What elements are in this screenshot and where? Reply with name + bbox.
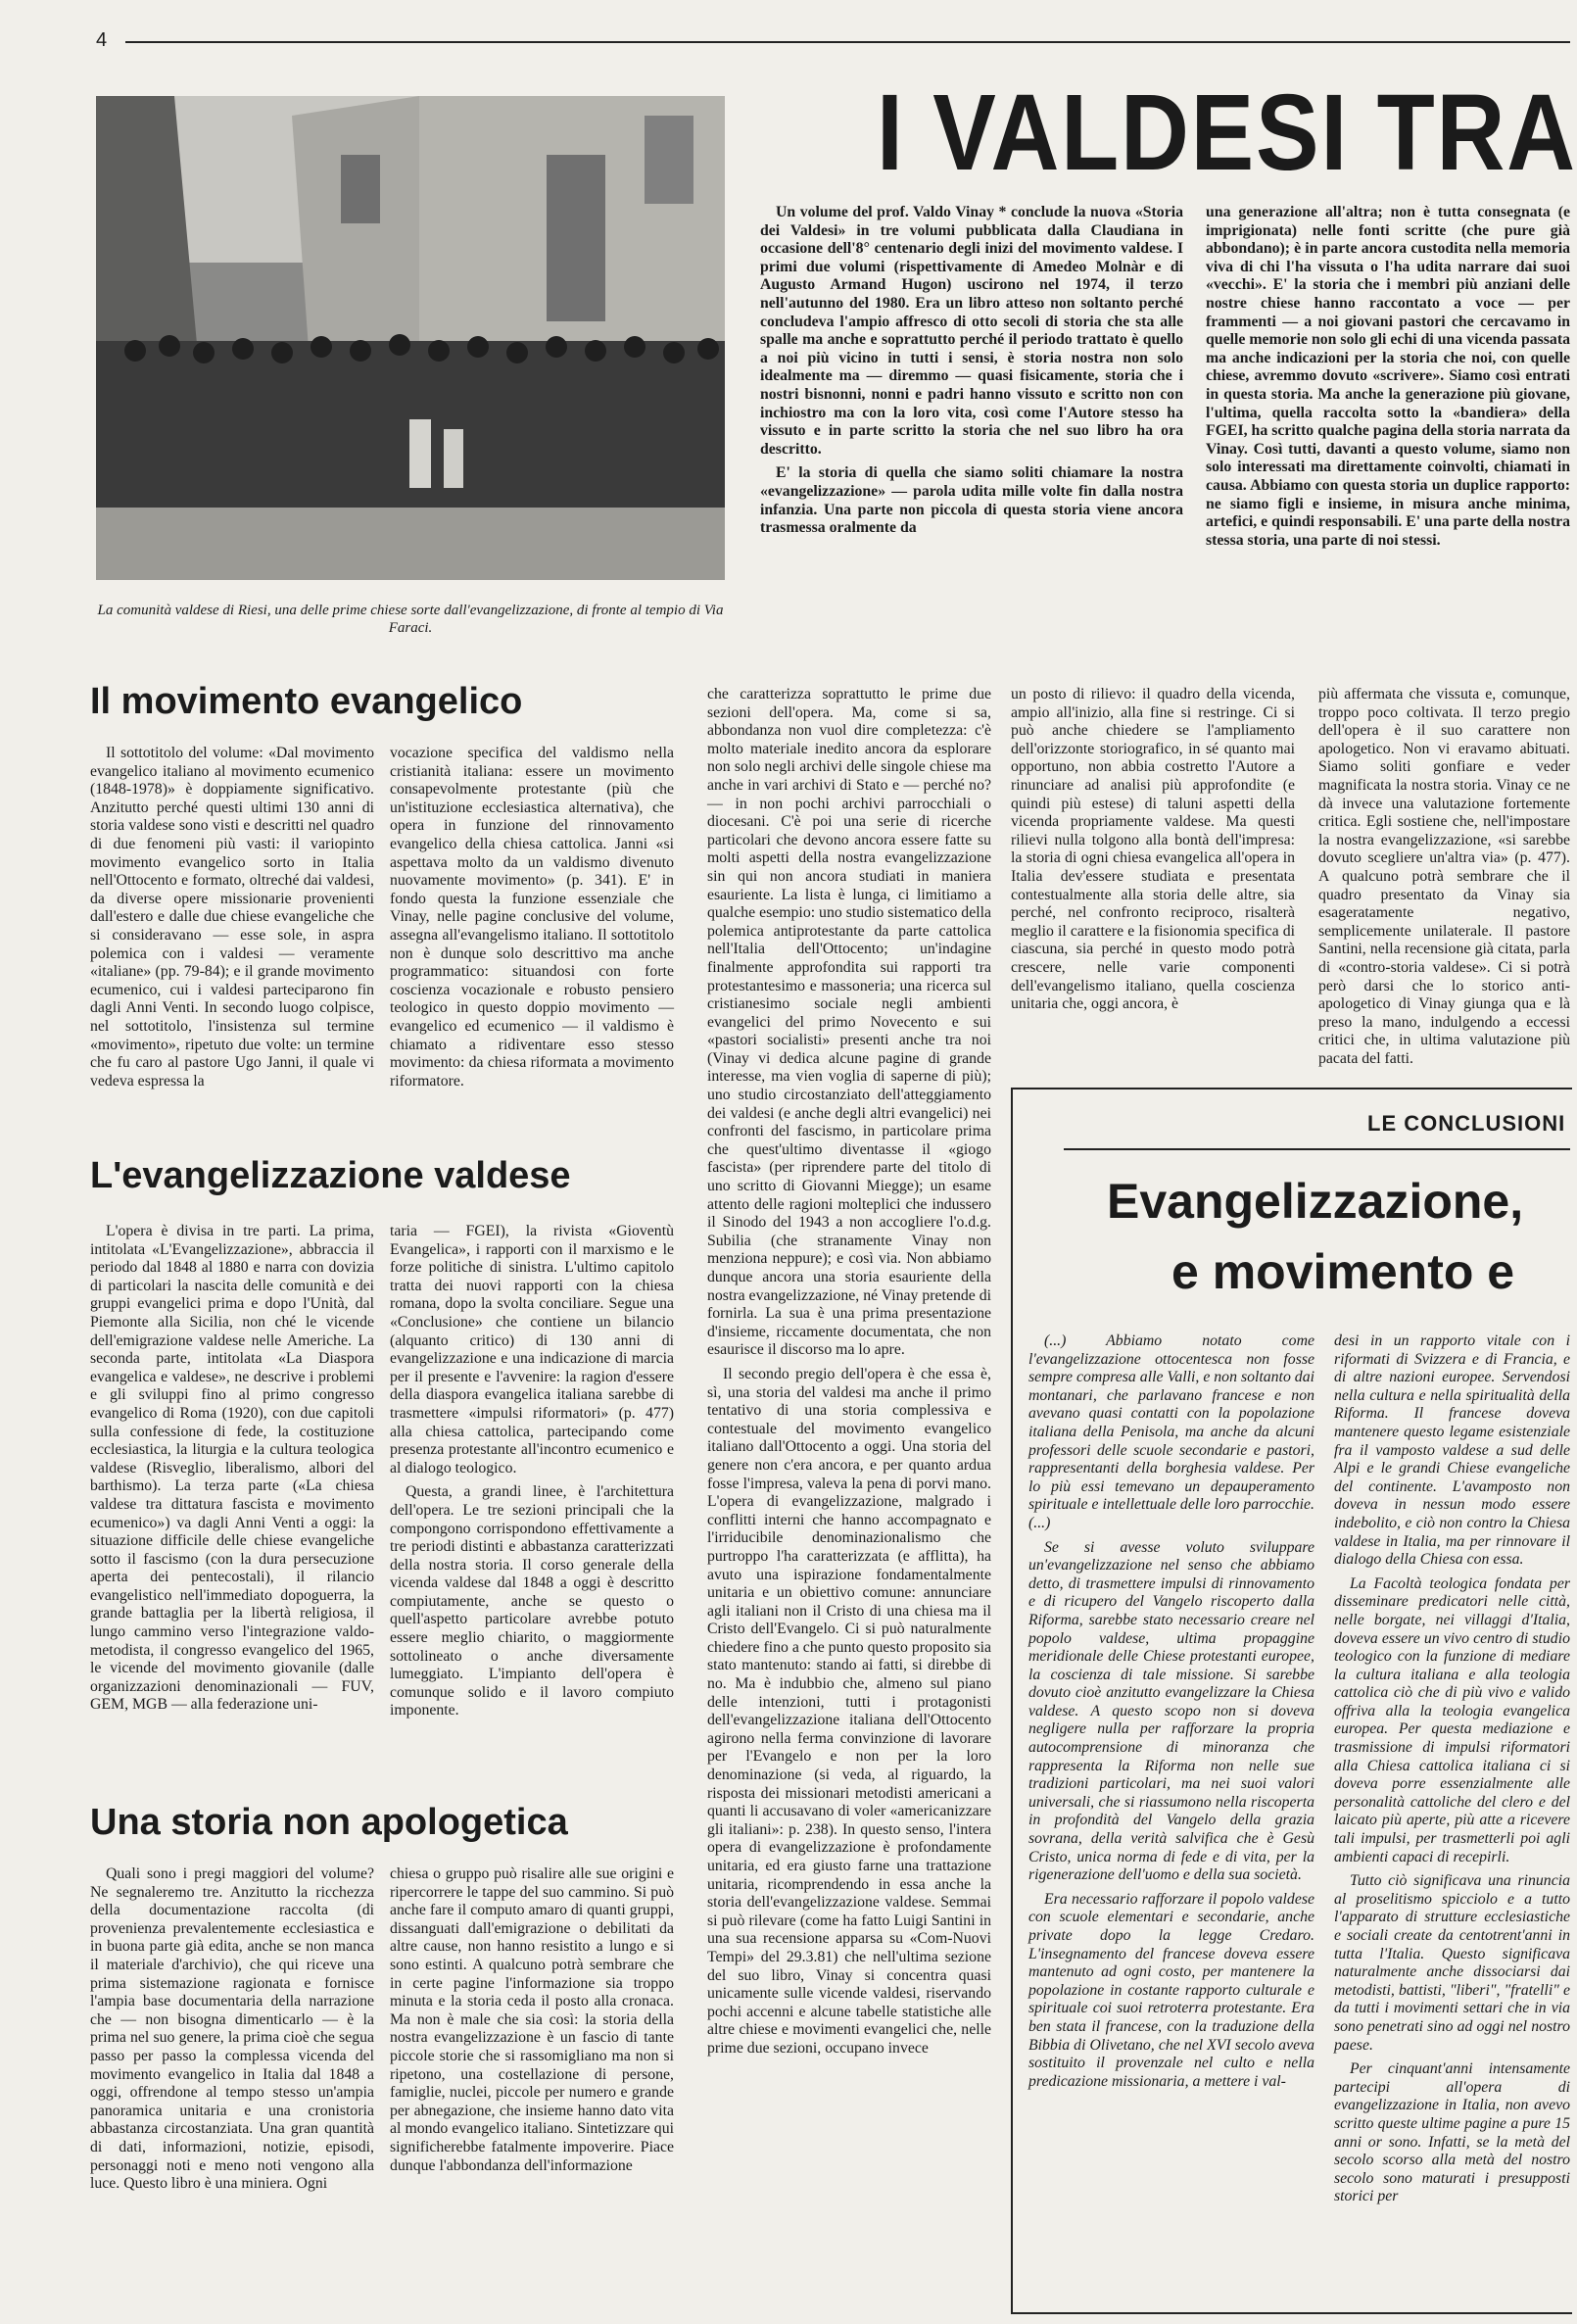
box-paragraph: La Facoltà teologica fondata per disseminare predicatori nelle città, nelle borgate, nei villaggi d'Italia, doveva essere un vivo centro di studio teologico con la funzione di mediare la cultura italiana e alla teologia cattolica ciò che di più vivo e valido offriva alla la teologia evangelica europea. Per questa mediazione e trasmissione di impulsi riformatori alla Chiesa cattolica italiana ci si doveva porre essenzialmente alle personalità cattoliche del clero e del laicato più aperte, più atte a ricevere tali impulsi, per trasmetterli poi agli ambienti capaci di recepirli.: [1334, 1574, 1570, 1865]
body-paragraph: vocazione specifica del valdismo nella cristianità italiana: essere un movimento consapevolmente protestante (più che un'istituzione ecclesiastica alternativa), che opera in funzione del rinnovamento evangelico della chiesa cattolica. Janni «si aspettava molto da un valdismo divenuto nuovamente movimento» (p. 341). E' in fondo questa la funzione essenziale che Vinay, nelle pagine conclusive del volume, assegna all'evangelismo italiano. Il sottotitolo non è dunque solo descrittivo ma anche programmatico: situandosi con forte coscienza vocazionale e robusto pensiero teologico in questo doppio movimento — evangelico ed ecumenico — il valdismo è chiamato a ridiventare esso stesso movimento: da chiesa riformata a movimento riformatore.: [390, 745, 674, 1089]
intro-paragraph: Un volume del prof. Valdo Vinay * conclude la nuova «Storia dei Valdesi» in tre volumi pubblicata dalla Claudiana in occasione dell'8° centenario degli inizi del movimento valdese. I primi due volumi (rispettivamente di Amedeo Molnàr e di Augusto Armand Hugon) uscirono nel 1974, il terzo nell'autunno del 1980. Era un libro atteso non soltanto perché concludeva l'ampio affresco di otto secoli di storia che sta alle spalle ma anche e soprattutto perché il periodo trattato è quello a noi più vicino in tutti i sensi, è storia nostra non solo idealmente ma — diremmo — quasi fisicamente, storia che i nostri bisnonni, nonni e padri hanno vissuto e scritto non con inchiostro ma con la loro vita, così come l'Autore stesso ha vissuto e in parte scritto la storia che nel suo libro ha ora descritto.: [760, 204, 1183, 458]
section2-column-1: [90, 1223, 374, 1781]
box-paragraph: desi in un rapporto vitale con i riformati di Svizzera e di Francia, e di altre nazioni europee. Servendosi nella cultura e nella spiritualità della Riforma. Il francese doveva mantenere questo legame esistenziale fra il vamposto valdese a sud delle Alpi e le grandi Chiese evangeliche del continente. L'avamposto non doveva in nessun modo essere indebolito, e ciò non contro la Chiesa valdese in Italia, ma per rinnovare il dialogo della Chiesa con essa.: [1334, 1332, 1570, 1569]
body-paragraph: un posto di rilievo: il quadro della vicenda, ampio all'inizio, alla fine si restringe. Ci si può anche chiedere se l'ampliamento dell'orizzonte storiografico, in sé quanto mai opportuno, non abbia costretto l'Autore a rinunciare ad analisi più approfondite (e quindi più estese) di taluni aspetti della vicenda propriamente valdese. Ma questi rilievi nulla tolgono alla bontà dell'impresa: la storia di ogni chiesa evangelica all'opera in Italia dev'essere studiata e presentata contestualmente alla storia delle altre, sia perché, nel confronto reciproco, risalterà meglio il carattere e la fisionomia specifica di ciascuna, sia perché in questo modo potrà crescere, nelle varie componenti dell'evangelismo italiano, quella coscienza unitaria che, oggi ancora, è: [1011, 686, 1295, 1013]
section-heading: Il movimento evangelico: [90, 681, 523, 722]
box-paragraph: Tutto ciò significava una rinuncia al proselitismo spicciolo e a tutto l'apparato di strutture ecclesiastiche e sociali create da centotrent'anni in tutta l'Italia. Questo significava naturalmente anche dissociarsi dai metodisti, battisti, "liberi", "fratelli" e da tutti i movimenti settari che in via sono penetrati sino ad oggi nel nostro paese.: [1334, 1872, 1570, 2054]
main-title: I VALDESI TRA: [877, 73, 1577, 193]
section-heading: Una storia non apologetica: [90, 1802, 568, 1843]
body-paragraph: che caratterizza soprattutto le prime due sezioni dell'opera. Ma, come si sa, abbondanza non vuol dire completezza: c'è molto materiale inedito ancora da esplorare non solo negli archivi delle singole chiese ma anche in vari archivi di Stato e — perché no? — in non pochi archivi parrocchiali o diocesani. C'è poi una serie di ricerche particolari che devono ancora essere fatte su molti aspetti della nostra evangelizzazione sin qui non ancora studiati in maniera esauriente. La lista è lunga, ci limitiamo a qualche esempio: uno studio sistematico della polemica antiprotestante da parte cattolica nell'Italia dell'Ottocento; un'indagine finalmente approfondita sui rapporti tra protestantesimo e massoneria; una ricerca sul cristianesimo sociale negli ambienti evangelici del primo Novecento e sui «pastori socialisti» presenti anche tra noi (Vinay vi dedica alcune pagine di grande interesse, ma vien voglia di saperne di più); uno studio circostanziato dell'atteggiamento dei valdesi (e anche degli altri evangelici) nei confronti del fascismo, in particolare prima che quest'ultimo diventasse il «giogo fascista» (per riprendere parte del titolo di uno scritto di Giovanni Miegge); un esame attento delle ragioni molteplici che indussero il Sinodo del 1943 a non accogliere l'o.d.g. Subilia (che stranamente Vinay non menziona neppure); e così via. Non abbiamo dunque ancora una storia esauriente della nostra evangelizzazione, né Vinay pretende di fornirla. La sua è una prima presentazione d'insieme, riccamente documentata, che non esaurisce il discorso ma lo apre.: [707, 686, 991, 1359]
body-paragraph: Il secondo pregio dell'opera è che essa è, sì, una storia del valdesi ma anche il primo tentativo di una storia complessiva e contestuale del movimento evangelico italiano dall'Ottocento a oggi. Una storia del genere non c'era ancora, e per quanto ardua fosse l'impresa, valeva la pena di porvi mano. L'opera di evangelizzazione, malgrado i conflitti interni che hanno accompagnato e l'irriducibile denominazionalismo che purtroppo l'ha caratterizzata (e afflitta), ha avuto una ispirazione fondamentalmente unitaria e un obiettivo comune: annunciare agli italiani non il Cristo di una chiesa ma il Cristo dell'Evangelo. Ci si può naturalmente chiedere fino a che punto questo proposito sia stato mantenuto: stando ai fatti, si direbbe di no. Ma è indubbio che, almeno sul piano delle intenzioni, tutti i protagonisti dell'evangelizzazione italiana dell'Ottocento agirono nella ferma convinzione di lavorare per l'Evangelo e non per la loro denominazione (si veda, al riguardo, la risposta dei missionari metodisti americani a quanti li accusavano di voler «americanizzare gli italiani»: p. 238). In questo senso, l'intera opera di evangelizzazione è profondamente unitaria, ed era giusto farne una trattazione unitaria, ricomprendendo in essa anche la storia dell'evangelizzazione valdese. Semmai si può rilevare (come ha fatto Luigi Santini in una sua recensione apparsa su «Com-Nuovi Tempi» del 29.3.81) che nell'ultima sezione del suo libro, Vinay si concentra quasi unicamente sulle vicende valdesi, riservando pochi accenni e alcune tabelle statistiche alle altre chiese e movimenti evangelici che, nelle prime due sezioni, occupano invece: [707, 1365, 991, 2057]
intro-paragraph: una generazione all'altra; non è tutta consegnata (e imprigionata) nelle fonti scritte (che pure già abbondano); è in parte ancora custodita nella memoria viva di chi l'ha vissuta o l'ha udita narrare dai suoi «vecchi». E' la storia che i membri più anziani delle nostre chiese hanno raccontato a voce — per frammenti — a noi giovani pastori che cercavamo in quelle memorie non solo gli echi di una vicenda passata ma anche indicazioni per la storia che noi, con quelle chiese, avremmo dovuto «scrivere». Siamo così entrati in questa storia. Ma anche la generazione più giovane, l'ultima, quella raccolta sotto la «bandiera» della FGEI, ha scritto qualche pagina della storia narrata da Vinay. Così tutti, davanti a questo volume, siamo non solo interessati ma direttamente coinvolti, chiamati in causa. Abbiamo con questa storia un duplice rapporto: ne siamo figli e insieme, in misura anche minima, artefici, e quindi responsabili. E' una parte della nostra stessa storia, una parte di noi stessi.: [1206, 204, 1570, 549]
body-paragraph: Quali sono i pregi maggiori del volume? Ne segnaleremo tre. Anzitutto la ricchezza della documentazione raccolta (di provenienza prevalentemente ecclesiastica e in buona parte già edita, anche se non manca il materiale d'archivio), che qui riceve una prima sistemazione ragionata e fornisce l'ampia base documentaria della narrazione che — non bisogna dimenticarlo — è la prima nel suo genere, la prima cioè che segua passo per passo la complessa vicenda del movimento evangelico in Italia dal 1848 a oggi, offrendone al tempo stesso un'ampia panoramica unitaria e una cronistoria abbastanza circostanziata. Una gran quantità di dati, informazioni, notizie, episodi, personaggi noti e meno noti vengono alla luce. Questo libro è una miniera. Ogni: [90, 1865, 374, 2193]
body-paragraph: taria — FGEI), la rivista «Gioventù Evangelica», i rapporti con il marxismo e le forze politiche di sinistra. L'ultimo capitolo tratta dei nuovi rapporti con la chiesa romana, dopo la svolta conciliare. Segue una «Conclusione» che contiene un bilancio (alquanto critico) di 130 anni di evangelizzazione e una indicazione di marcia per il presente e l'avvenire: la ragion d'essere della diaspora evangelica italiana sarebbe di trasmettere «impulsi riformatori» (p. 477) alla chiesa cattolica, partecipando come presenza protestante all'incontro ecumenico e al dialogo teologico.: [390, 1223, 674, 1477]
body-paragraph: chiesa o gruppo può risalire alle sue origini e ripercorrere le tappe del suo cammino. Si può anche fare il computo amaro di quanti gruppi, dissanguati dall'emigrazione o debilitati da altre cause, non hanno resistito a lungo e si sono estinti. A qualcuno potrà sembrare che in certe pagine l'informazione sia troppo minuta e la storia ceda il posto alla cronaca. Ma non è male che sia così: la storia della nostra evangelizzazione è un fascio di tante piccole storie che si rassomigliano ma non si ripetono, una costellazione di persone, famiglie, nuclei, piccole per numero e grande per abnegazione, che insieme hanno dato vita al mondo evangelico italiano. Sintetizzare qui significherebbe fatalmente impoverire. Piace dunque l'abbondanza dell'informazione: [390, 1865, 674, 2174]
page-number: 4: [96, 29, 108, 51]
intro-paragraph: E' la storia di quella che siamo soliti chiamare la nostra «evangelizzazione» — parola udita mille volte fin dalla nostra infanzia. Una parte non piccola di questa storia viene ancora trasmessa oralmente da: [760, 464, 1183, 537]
body-paragraph: Questa, a grandi linee, è l'architettura dell'opera. Le tre sezioni principali che la compongono corrispondono effettivamente a tre periodi distinti e abbastanza caratterizzati della nostra storia. Il corso generale della vicenda valdese dal 1848 a oggi è descritto compiutamente, anche se questo o quell'aspetto particolare avrebbe potuto essere meglio chiarito, o maggiormente sottolineato o anche diversamente lumeggiato. L'impianto dell'opera è comunque solido e il lavoro compiuto imponente.: [390, 1483, 674, 1719]
church-photo: [96, 96, 725, 580]
section-heading: L'evangelizzazione valdese: [90, 1155, 571, 1196]
section3-column-2: [390, 1865, 674, 2308]
box-paragraph: Se si avesse voluto sviluppare un'evangelizzazione nel senso che abbiamo detto, di trasmettere impulsi di rinnovamento e di ricupero del Vangelo riscoperto dalla Riforma, sarebbe stato necessario creare nel popolo valdese, ultima propaggine meridionale delle Chiese protestanti europee, la coscienza di tale missione. Si sarebbe dovuto cioè anzitutto evangelizzare la Chiesa valdese. A questo scopo non si doveva negligere nulla per rafforzare la propria autocomprensione di minoranza che rappresenta la Riforma non nelle sue tradizioni particolari, ma nei suoi valori universali, che si riassumono nella riscoperta in profondità del Vangelo della grazia sovrana, della verità salvifica che è Gesù Cristo, unica norma di fede e di vita, per la rigenerazione dell'uomo e della sua società.: [1028, 1538, 1314, 1884]
section1-column-2: [390, 745, 674, 1117]
intro-column-1: [760, 204, 1183, 647]
body-column-5: [1318, 686, 1570, 1067]
body-paragraph: più affermata che vissuta e, comunque, troppo poco coltivata. Il terzo pregio dell'opera è il suo carattere non apologetico. Non vi eravamo abituati. Siamo soliti gonfiare e veder magnificata la nostra storia. Vinay ce ne dà invece una valutazione fortemente critica. Egli sostiene che, nell'impostare la nostra evangelizzazione, «si sarebbe dovuto scegliere un'altra via» (p. 477). A qualcuno potrà sembrare che il quadro presentato da Vinay sia esageratamente negativo, semplicemente unilaterale. Il pastore Santini, nella recensione già citata, parla di «contro-storia valdese». Ci si potrà però darsi che lo storico anti-apologetico di Vinay giunga qua e là preso la mano, indulgendo a eccessi critici che, in ultima valutazione più pacata del fatti.: [1318, 686, 1570, 1067]
box-paragraph: (...) Abbiamo notato come l'evangelizzazione ottocentesca non fosse sempre compresa alle Valli, e non soltanto dai montanari, che parlavano francese e non avevano quasi contatti con la popolazione italiana della Penisola, ma anche da alcuni professori delle scuole secondarie e pastori, rappresentanti della borghesia valdese. Per lo più essi temevano un depauperamento spirituale e intellettuale delle loro parrocchie. (...): [1028, 1332, 1314, 1531]
body-paragraph: L'opera è divisa in tre parti. La prima, intitolata «L'Evangelizzazione», abbraccia il periodo dal 1848 al 1880 e narra con dovizia di particolari la nascita delle comunità e dei gruppi evangelici prima e dopo l'Unità, dal Piemonte alla Sicilia, non ché le vicende dell'emigrazione valdese nelle Americhe. La seconda parte, intitolata «La Diaspora evangelica e valdese», ne descrive i problemi e gli sviluppi fino al primo congresso evangelico di Roma (1920), con due capitoli sulla confessione di fede, la costituzione ecclesiastica, la liturgia e la cultura teologica valdese (Risveglio, liberalismo, albori del barthismo). La terza parte («La chiesa valdese tra dittatura fascista e movimento ecumenico») va dagli Anni Venti a oggi: la situazione difficile delle chiese evangeliche sotto il fascismo (con la dura persecuzione aperta dei pentecostali), il rilancio evangelistico nell'immediato dopoguerra, la grande battaglia per la libertà religiosa, il lungo cammino verso l'integrazione valdo-metodista, il congresso evangelico del 1965, le vicende del movimento giovanile (dalle organizzazioni denominazionali — FUV, GEM, MGB — alla federazione uni-: [90, 1223, 374, 1714]
box-paragraph: Era necessario rafforzare il popolo valdese con scuole elementari e secondarie, anche private dopo la legge Credaro. L'insegnamento del francese doveva essere mantenuto ad ogni costo, per mantenere la popolazione in costante rapporto culturale e spirituale coi suoi retroterra protestante. Era ben stata il francese, con la traduzione della Bibbia di Olivetano, che nel XVI secolo aveva sostituito il provenzale nel culto e nella predicazione missionaria, a mettere i val-: [1028, 1890, 1314, 2090]
box-column-2: [1334, 1332, 1570, 2302]
box-title-line-2: e movimento e: [1171, 1244, 1515, 1299]
section1-column-1: [90, 745, 374, 1117]
box-paragraph: Per cinquant'anni intensamente partecipi all'opera di evangelizzazione in Italia, non avevo scritto queste ultime pagine a pure 15 anni or sono. Infatti, se la metà del secolo scorso alla metà del nostro secolo sono maturati i presupposti storici per: [1334, 2060, 1570, 2205]
intro-column-2: [1206, 204, 1570, 647]
box-kicker: LE CONCLUSIONI: [1367, 1111, 1566, 1136]
body-column-4: [1011, 686, 1295, 1058]
section3-column-1: [90, 1865, 374, 2308]
photo-caption: La comunità valdese di Riesi, una delle prime chiese sorte dall'evangelizzazione, di fronte al tempio di Via Faraci.: [97, 603, 724, 636]
body-paragraph: Il sottotitolo del volume: «Dal movimento evangelico italiano al movimento ecumenico (1848-1978)» è doppiamente significativo. Anzitutto perché questi ultimi 130 anni di storia valdese sono visti e descritti nel quadro di due fenomeni più vasti: il variopinto movimento evangelico sorto in Italia nell'Ottocento e formato, oltreché dai valdesi, da diverse opere missionarie provenienti dall'estero e dalle due chiese evangeliche che si consideravano — esse sole, in aspra polemica con i valdesi — veramente «italiane» (pp. 79-84); e il grande movimento ecumenico, cui i valdesi parteciparono fin dagli Anni Venti. In secondo luogo colpisce, nel sottotitolo, l'insistenza sul termine «movimento», ripetuto due volte: un termine che fu caro al pastore Ugo Janni, il quale vi vedeva espressa la: [90, 745, 374, 1089]
box-title-line-1: Evangelizzazione,: [1107, 1174, 1524, 1229]
section2-column-2: [390, 1223, 674, 1781]
top-rule: [125, 41, 1570, 43]
body-column-3: [707, 686, 991, 2310]
box-column-1: [1028, 1332, 1314, 2302]
box-rule: [1064, 1148, 1570, 1150]
